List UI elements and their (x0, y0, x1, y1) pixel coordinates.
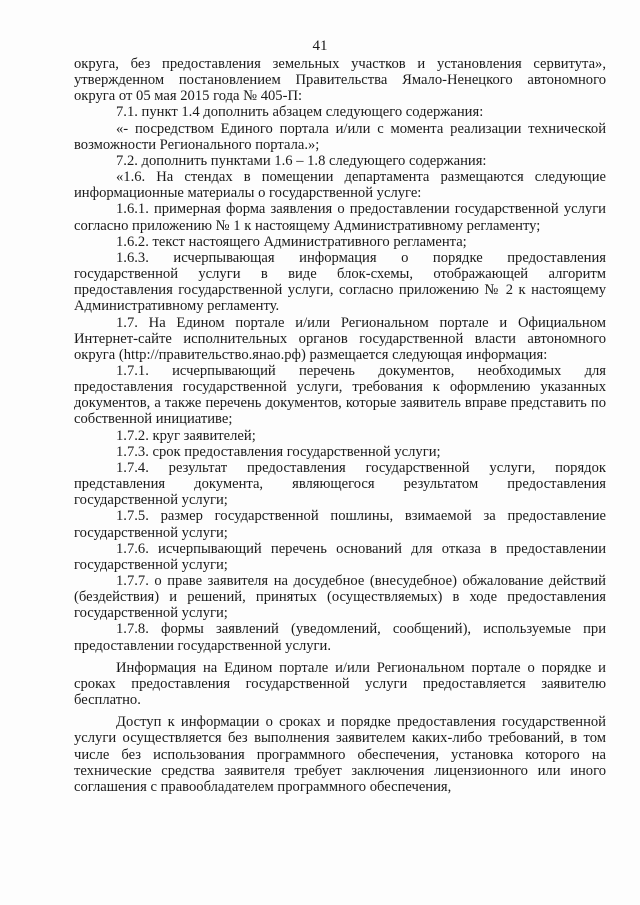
paragraph: 1.7.6. исчерпывающий перечень оснований для отказа в предоставлении государственной услуги; (74, 540, 606, 573)
paragraph: 7.2. дополнить пунктами 1.6 – 1.8 следующего содержания: (116, 152, 487, 169)
paragraph: 1.7.1. исчерпывающий перечень документов, необходимых для предоставления государственной услуги, требования к оформлению указанных документов, а также перечень документов, которые заявитель вправе представить по собственной инициативе; (74, 362, 606, 428)
paragraph: 1.7.2. круг заявителей; (116, 427, 256, 444)
paragraph: 1.6.3. исчерпывающая информация о порядке предоставления государственной услуги в виде блок-схемы, отображающей алгоритм предоставления государственной услуги, согласно приложению № 2 к настоящему Административному регламенту. (74, 249, 606, 315)
paragraph: 1.7.5. размер государственной пошлины, взимаемой за предоставление государственной услуги; (74, 508, 606, 541)
page-number: 41 (312, 38, 328, 54)
paragraph: «- посредством Единого портала и/или с момента реализации технической возможности Регионального портала.»; (74, 120, 606, 153)
paragraph: Доступ к информации о сроках и порядке предоставления государственной услуги осуществляется без выполнения заявителем каких-либо требований, в том числе без использования программного обеспечения, установка которого на технические средства заявителя требует заключения лицензионного или иного соглашения с правообладателем программного обеспечения, (74, 714, 606, 795)
paragraph: 1.7.7. о праве заявителя на досудебное (внесудебное) обжалование действий (бездействия) и решений, принятых (осуществляемых) в ходе предоставления государственной услуги; (74, 573, 606, 622)
paragraph: Информация на Едином портале и/или Региональном портале о порядке и сроках предоставления государственной услуги предоставляется заявителю бесплатно. (74, 659, 606, 709)
paragraph: 1.7.3. срок предоставления государственной услуги; (116, 443, 441, 460)
document-body (74, 56, 606, 795)
paragraph: 1.6.2. текст настоящего Административного регламента; (116, 233, 467, 250)
paragraph: «1.6. На стендах в помещении департамента размещаются следующие информационные материалы о государственной услуге: (74, 169, 606, 202)
paragraph: 1.7.8. формы заявлений (уведомлений, сообщений), используемые при предоставлении государственной услуги. (74, 621, 606, 654)
paragraph: 7.1. пункт 1.4 дополнить абзацем следующего содержания: (116, 104, 484, 121)
paragraph: 1.7. На Едином портале и/или Региональном портале и Официальном Интернет-сайте исполнительных органов государственной власти автономного округа (http://правительство.янао.рф) размещается следующая информация: (74, 314, 606, 363)
paragraph: 1.7.4. результат предоставления государственной услуги, порядок представления документа, являющегося результатом предоставления государственной услуги; (74, 459, 606, 509)
paragraph: 1.6.1. примерная форма заявления о предоставлении государственной услуги согласно приложению № 1 к настоящему Административному регламенту; (74, 201, 606, 234)
paragraph: округа, без предоставления земельных участков и установления сервитута», утвержденном постановлением Правительства Ямало-Ненецкого автономного округа от 05 мая 2015 года № 405-П: (74, 56, 606, 105)
